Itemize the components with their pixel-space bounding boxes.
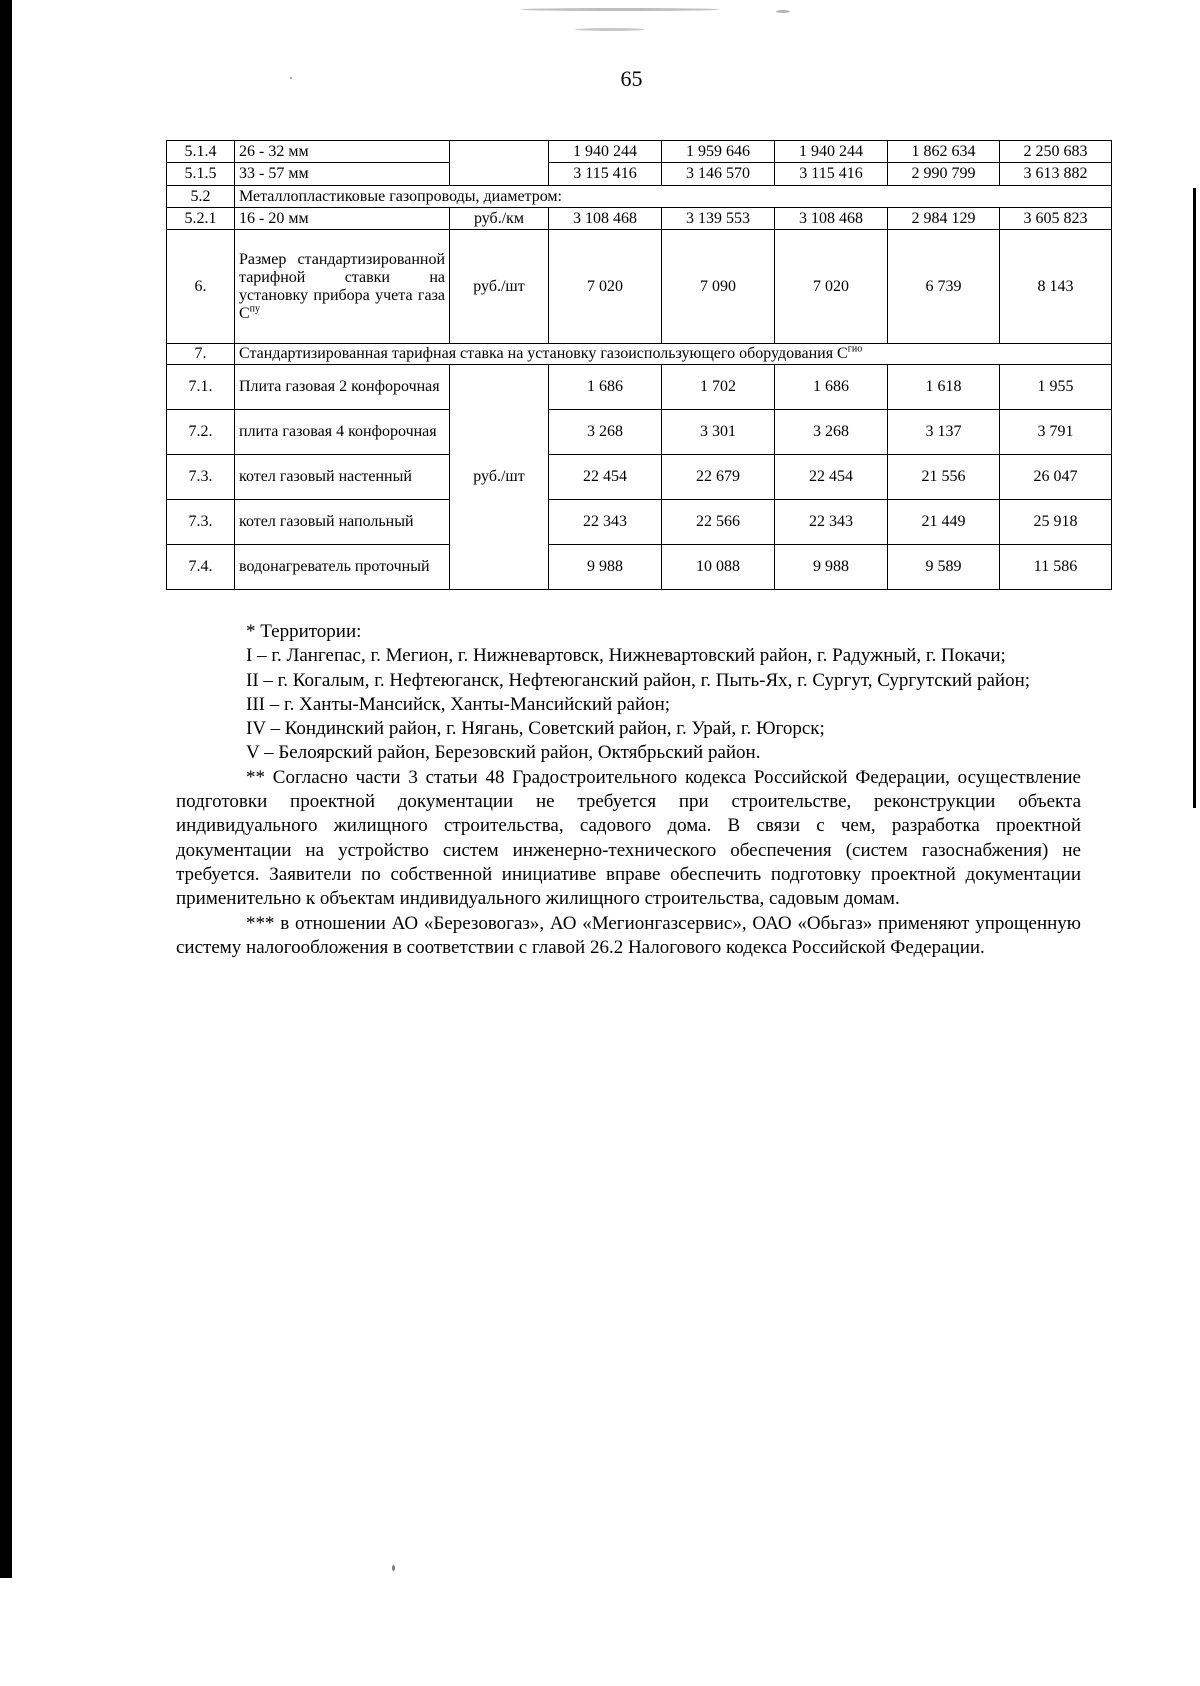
value-territory-5: 1 955	[1000, 365, 1112, 410]
value-territory-1: 3 115 416	[549, 163, 662, 186]
value-territory-3: 1 940 244	[775, 141, 888, 163]
value-territory-4: 2 990 799	[888, 163, 1000, 186]
row-name: Плита газовая 2 конфорочная	[235, 365, 450, 410]
value-territory-3: 7 020	[775, 230, 888, 344]
value-territory-1: 22 454	[549, 455, 662, 500]
scan-speck	[575, 28, 645, 31]
table-row	[167, 230, 1112, 344]
value-territory-4: 6 739	[888, 230, 1000, 344]
value-territory-3: 3 115 416	[775, 163, 888, 186]
unit-cell-empty	[450, 141, 549, 186]
value-territory-3: 1 686	[775, 365, 888, 410]
value-territory-5: 8 143	[1000, 230, 1112, 344]
scan-speck	[392, 1565, 395, 1571]
value-territory-1: 3 108 468	[549, 208, 662, 230]
table-row-section	[167, 344, 1112, 365]
territory-5-note: V – Белоярский район, Березовский район, Октябрьский район.	[246, 742, 761, 764]
row-name-superscript: пу	[249, 303, 261, 315]
scan-speck	[520, 8, 720, 11]
value-territory-5: 2 250 683	[1000, 141, 1112, 163]
value-territory-4: 1 862 634	[888, 141, 1000, 163]
value-territory-2: 7 090	[662, 230, 775, 344]
value-territory-1: 7 020	[549, 230, 662, 344]
table-row	[167, 545, 1112, 590]
section-heading-text: Стандартизированная тарифная ставка на установку газоиспользующего оборудования С	[239, 345, 848, 362]
footnotes	[176, 620, 1081, 960]
row-name: котел газовый настенный	[235, 455, 450, 500]
row-name: 16 - 20 мм	[235, 208, 450, 230]
territory-4-note: IV – Кондинский район, г. Нягань, Советский район, г. Урай, г. Югорск;	[246, 718, 825, 740]
territory-2-note: II – г. Когалым, г. Нефтеюганск, Нефтеюганский район, г. Пыть-Ях, г. Сургут, Сургутский район;	[246, 669, 1031, 691]
row-name: котел газовый напольный	[235, 500, 450, 545]
table-row	[167, 163, 1112, 186]
value-territory-4: 21 556	[888, 455, 1000, 500]
row-name-text: Размер стандартизированной тарифной ставки на установку прибора учета газа С	[239, 250, 445, 322]
scan-edge-left	[0, 0, 12, 1578]
value-territory-2: 22 566	[662, 500, 775, 545]
value-territory-2: 22 679	[662, 455, 775, 500]
value-territory-1: 1 940 244	[549, 141, 662, 163]
value-territory-5: 3 613 882	[1000, 163, 1112, 186]
value-territory-5: 3 605 823	[1000, 208, 1112, 230]
value-territory-2: 3 301	[662, 410, 775, 455]
section-heading-superscript: гио	[847, 343, 863, 355]
row-number: 7.2.	[167, 410, 235, 455]
value-territory-2: 1 959 646	[662, 141, 775, 163]
row-name: 26 - 32 мм	[235, 141, 450, 163]
footnote-triple-star: *** в отношении АО «Березовогаз», АО «Мегионгазсервис», ОАО «Обьгаз» применяют упрощенную систему налогообложения в соответствии с главой 26.2 Налогового кодекса Российской Федерации.	[176, 912, 1081, 958]
scan-edge-right	[1193, 188, 1196, 808]
page-number: 65	[620, 66, 643, 91]
territory-1-note: I – г. Лангепас, г. Мегион, г. Нижневартовск, Нижневартовский район, г. Радужный, г. Покачи;	[246, 645, 1006, 667]
value-territory-5: 3 791	[1000, 410, 1112, 455]
value-territory-3: 9 988	[775, 545, 888, 590]
territories-title: * Территории:	[246, 621, 362, 642]
row-name: водонагреватель проточный	[235, 545, 450, 590]
value-territory-4: 21 449	[888, 500, 1000, 545]
row-number: 5.2.1	[167, 208, 235, 230]
value-territory-3: 3 108 468	[775, 208, 888, 230]
table-row-section	[167, 186, 1112, 208]
table-row	[167, 365, 1112, 410]
table-row	[167, 410, 1112, 455]
territory-3-note: III – г. Ханты-Мансийск, Ханты-Мансийский район;	[246, 693, 671, 715]
footnote-double-star: ** Согласно части 3 статьи 48 Градостроительного кодекса Российской Федерации, осуществление подготовки проектной документации не требуется при строительстве, реконструкции объекта индивидуального жилищного строительства, садового дома. В связи с чем, разработка проектной документации на устройство систем инженерно-технического обеспечения (систем газоснабжения) не требуется. Заявители по собственной инициативе вправе обеспечить подготовку проектной документации применительно к объектам индивидуального жилищного строительства, садовым домам.	[176, 766, 1081, 910]
value-territory-1: 1 686	[549, 365, 662, 410]
row-number: 5.2	[167, 186, 235, 208]
value-territory-5: 25 918	[1000, 500, 1112, 545]
scan-speck	[776, 10, 790, 13]
row-name	[235, 230, 450, 344]
row-unit: руб./км	[450, 208, 549, 230]
row-unit: руб./шт	[450, 230, 549, 344]
row-number: 7.4.	[167, 545, 235, 590]
row-number: 7.3.	[167, 500, 235, 545]
value-territory-3: 22 454	[775, 455, 888, 500]
value-territory-4: 2 984 129	[888, 208, 1000, 230]
value-territory-5: 26 047	[1000, 455, 1112, 500]
row-name: плита газовая 4 конфорочная	[235, 410, 450, 455]
table-row	[167, 208, 1112, 230]
value-territory-1: 22 343	[549, 500, 662, 545]
row-number: 5.1.4	[167, 141, 235, 163]
value-territory-2: 1 702	[662, 365, 775, 410]
value-territory-1: 9 988	[549, 545, 662, 590]
table-row	[167, 500, 1112, 545]
value-territory-2: 3 146 570	[662, 163, 775, 186]
row-number: 6.	[167, 230, 235, 344]
row-unit: руб./шт	[450, 365, 549, 590]
section-heading: Металлопластиковые газопроводы, диаметром:	[235, 186, 1112, 208]
value-territory-4: 1 618	[888, 365, 1000, 410]
value-territory-2: 10 088	[662, 545, 775, 590]
value-territory-5: 11 586	[1000, 545, 1112, 590]
value-territory-4: 3 137	[888, 410, 1000, 455]
row-name: 33 - 57 мм	[235, 163, 450, 186]
table-row	[167, 455, 1112, 500]
value-territory-4: 9 589	[888, 545, 1000, 590]
row-number: 7.1.	[167, 365, 235, 410]
value-territory-1: 3 268	[549, 410, 662, 455]
value-territory-3: 22 343	[775, 500, 888, 545]
value-territory-3: 3 268	[775, 410, 888, 455]
tariff-table	[166, 140, 1112, 590]
row-number: 7.	[167, 344, 235, 365]
row-number: 7.3.	[167, 455, 235, 500]
row-number: 5.1.5	[167, 163, 235, 186]
table-row	[167, 141, 1112, 163]
value-territory-2: 3 139 553	[662, 208, 775, 230]
section-heading	[235, 344, 1112, 365]
